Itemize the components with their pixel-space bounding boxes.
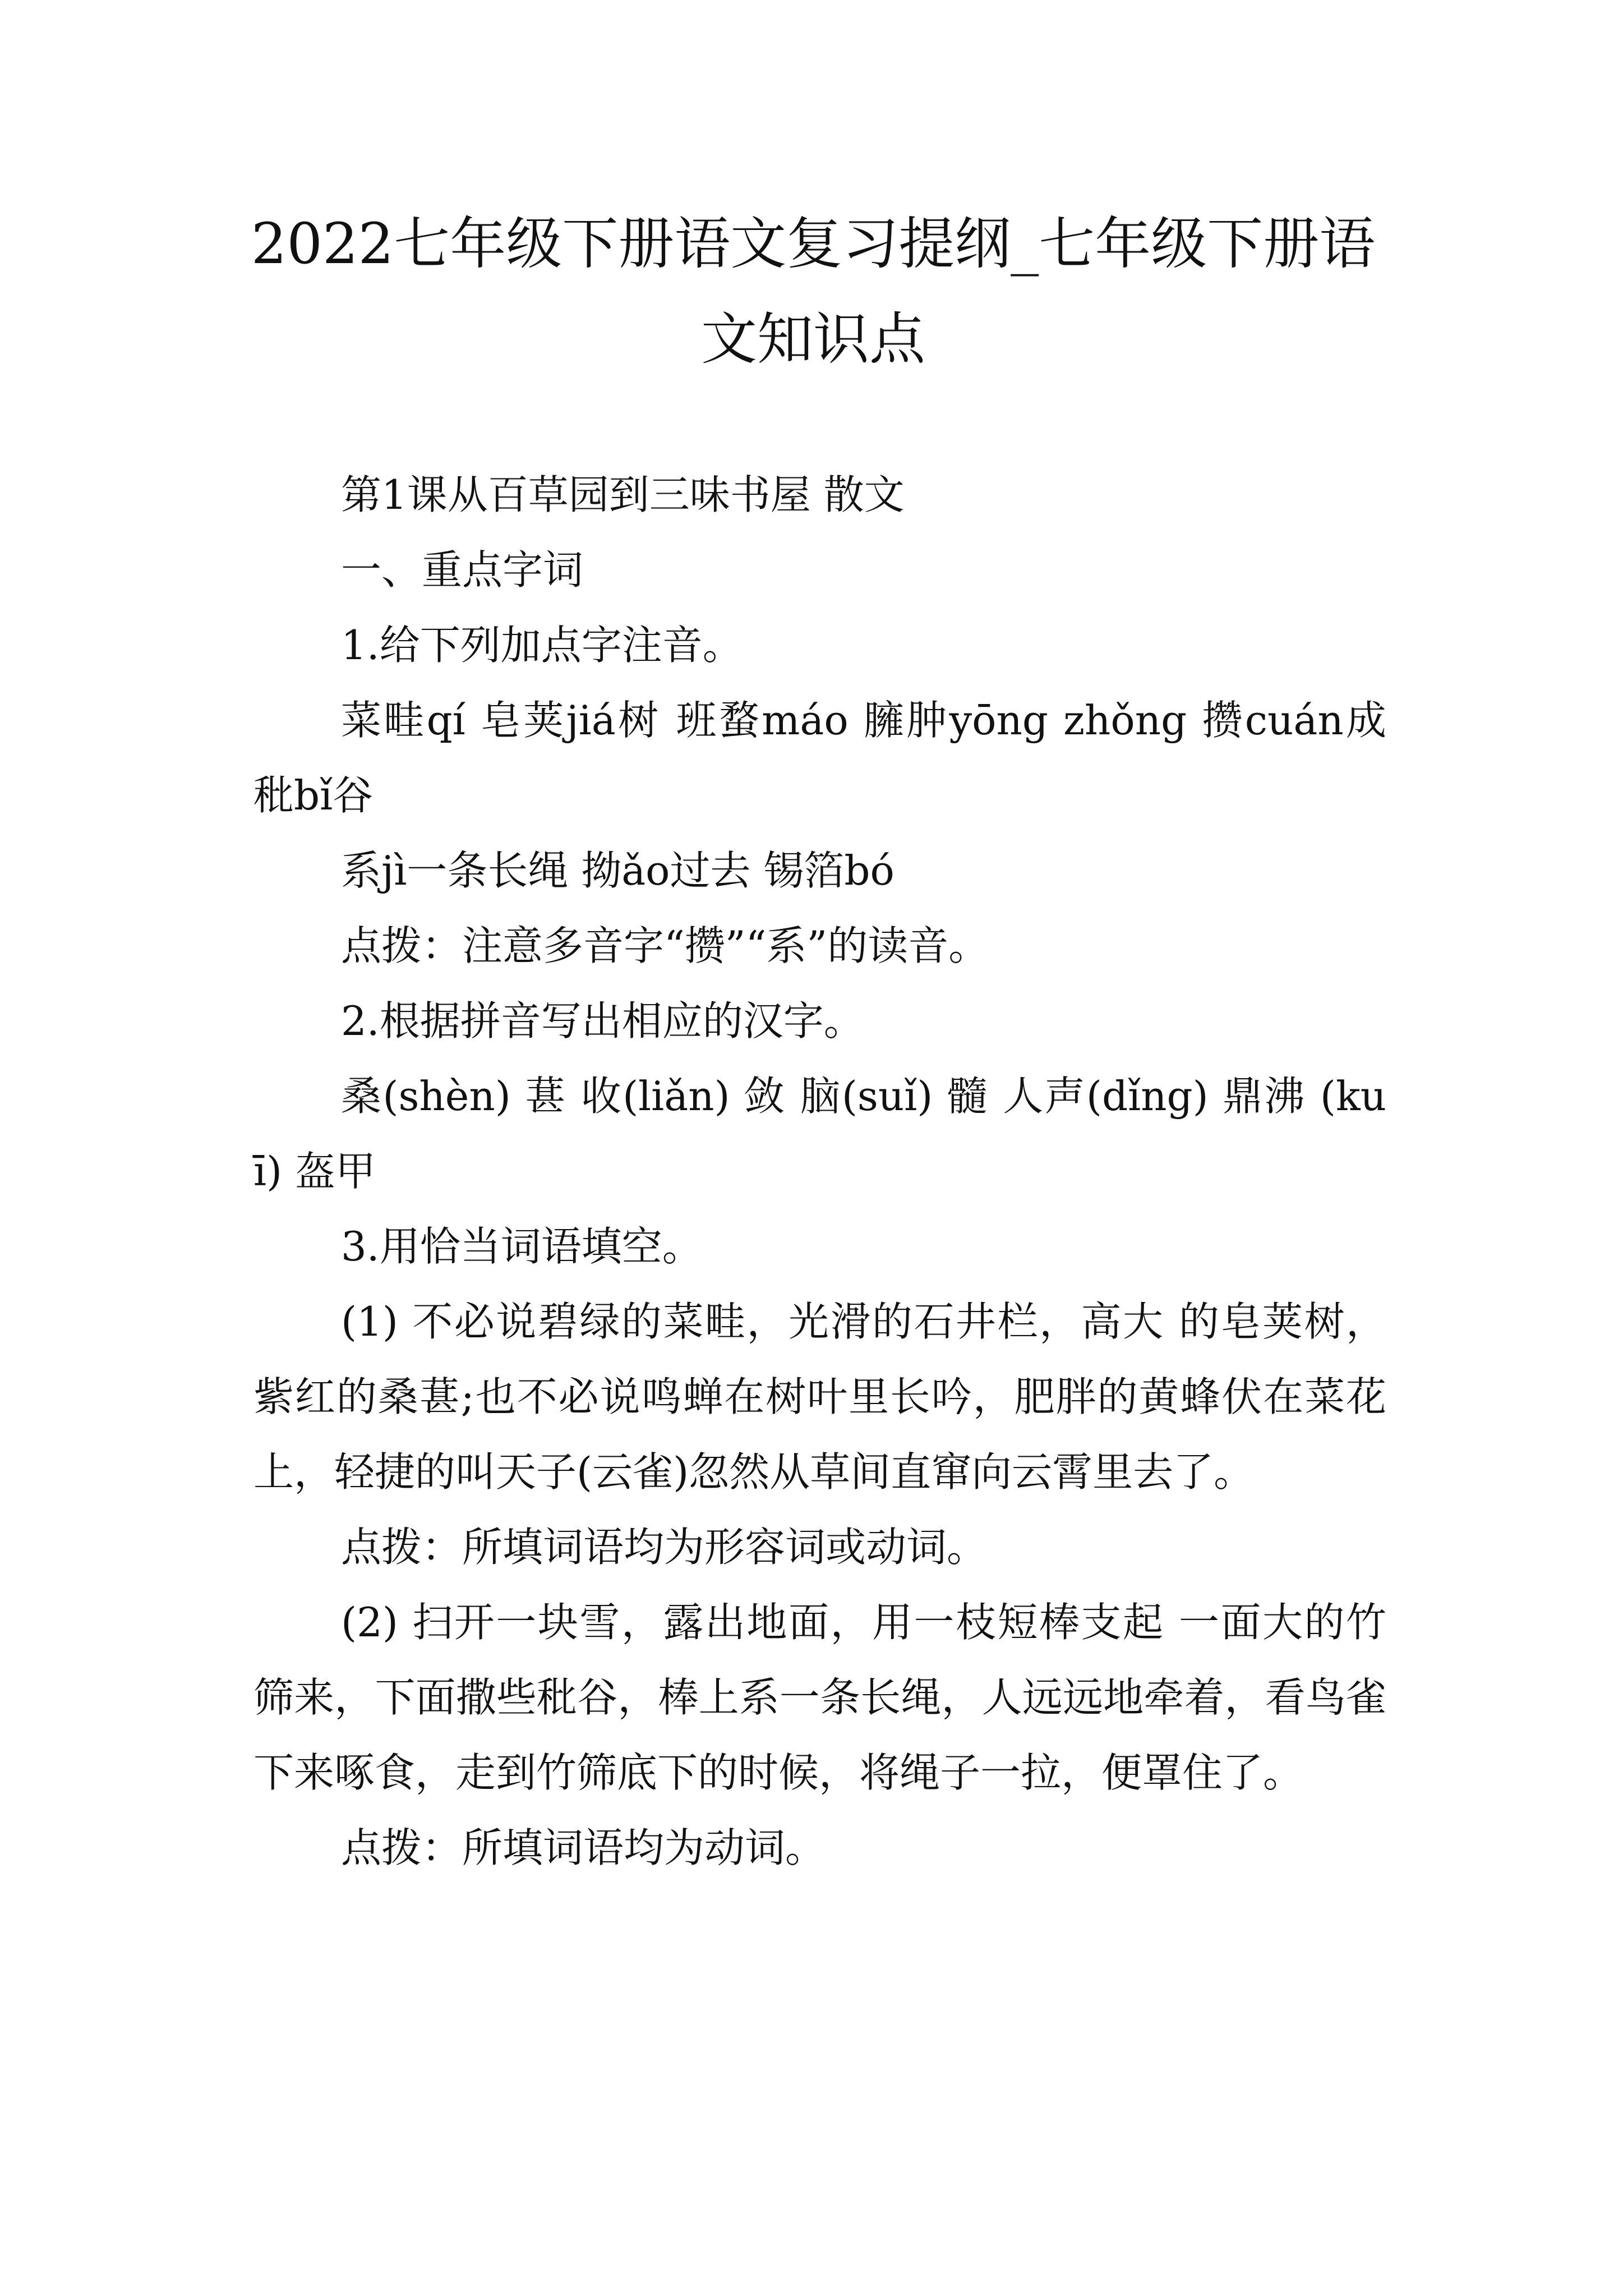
question-3-prompt: 3.用恰当词语填空。 (341, 1223, 703, 1270)
fill-blank-1: (1) 不必说碧绿的菜畦，光滑的石井栏，高大 的皂荚树，紫红的桑葚;也不必说鸣蝉在树叶里长吟，肥胖的黄蜂伏在菜花上，轻捷的叫天子(云雀)忽然从草间直窜向云霄里去了。 (253, 1298, 1386, 1496)
hint-2: 点拨：所填词语均为形容词或动词。 (341, 1524, 988, 1571)
document-body (253, 457, 1386, 1885)
question-2-prompt: 2.根据拼音写出相应的汉字。 (341, 997, 864, 1045)
pinyin-list-2: 系jì一条长绳 拗ǎo过去 锡箔bó (341, 847, 895, 894)
hint-1: 点拨：注意多音字“攒”“系”的读音。 (341, 922, 989, 969)
hanzi-list: 桑(shèn) 葚 收(liǎn) 敛 脑(suǐ) 髓 人声(dǐng) 鼎沸 (kuī) 盔甲 (253, 1073, 1386, 1195)
question-1-prompt: 1.给下列加点字注音。 (341, 622, 743, 669)
hint-3: 点拨：所填词语均为动词。 (341, 1824, 826, 1871)
pinyin-list-1: 菜畦qí 皂荚jiá树 班蝥máo 臃肿yōng zhǒng 攒cuán成 秕bǐ谷 (253, 697, 1386, 819)
fill-blank-2: (2) 扫开一块雪，露出地面，用一枝短棒支起 一面大的竹筛来，下面撒些秕谷，棒上系一条长绳，人远远地牵着，看鸟雀下来啄食，走到竹筛底下的时候，将绳子一拉，便罩住了。 (253, 1599, 1386, 1796)
section-heading: 一、重点字词 (341, 546, 584, 593)
lesson-heading: 第1课从百草园到三味书屋 散文 (341, 471, 905, 518)
document-title: 2022七年级下册语文复习提纲_七年级下册语文知识点 (251, 211, 1376, 372)
